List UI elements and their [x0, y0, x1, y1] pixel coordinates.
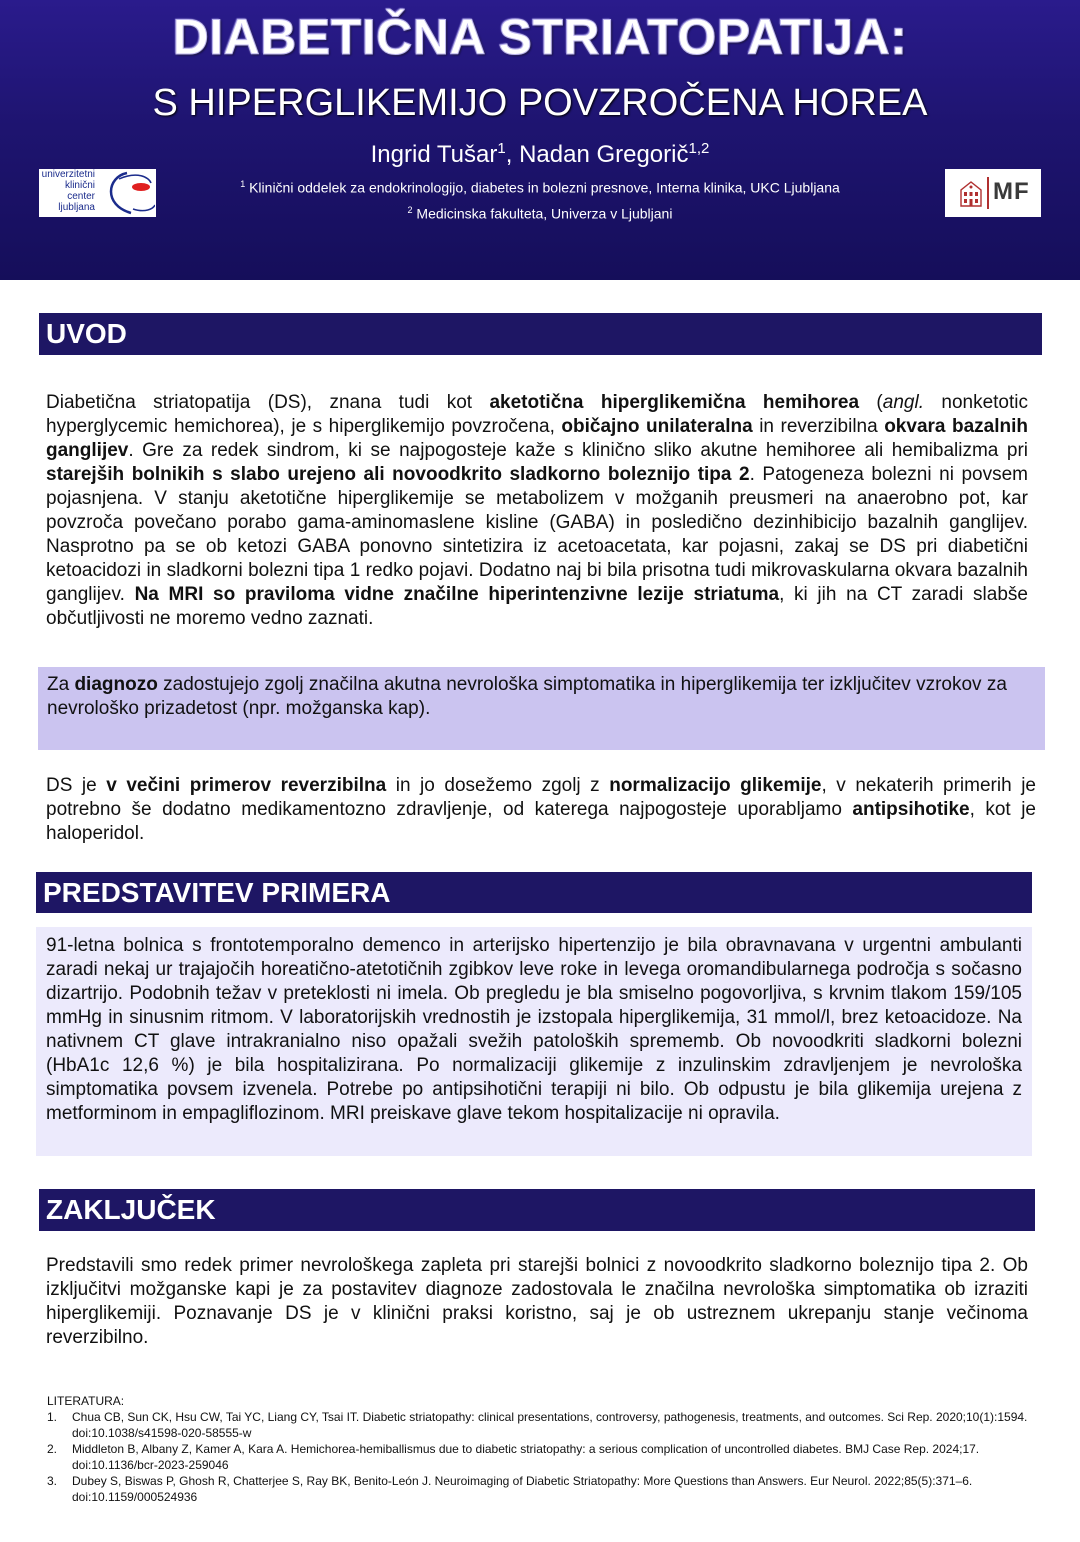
- text-run: in reverzibilna: [752, 416, 885, 437]
- text-run: Za: [47, 674, 75, 695]
- author-1-affil: 1: [497, 140, 506, 157]
- affiliation-1: [0, 179, 1080, 196]
- text-run: Diabetična striatopatija (DS), znana tudi kot: [46, 392, 490, 413]
- bold-run: običajno unilateralna: [561, 416, 753, 437]
- reference-item: [47, 1441, 1037, 1473]
- bold-run: antipsihotike: [852, 799, 970, 820]
- italic-run: angl.: [882, 392, 924, 413]
- bold-run: Na MRI so praviloma vidne značilne hiperintenzivne lezije striatuma: [134, 584, 780, 605]
- poster-title: DIABETIČNA STRIATOPATIJA:: [172, 9, 908, 65]
- reference-text: Dubey S, Biswas P, Ghosh R, Chatterjee S, Ray BK, Benito-León J. Neuroimaging of Diabetic Striatopathy: More Questions than Answers. Eur Neurol. 2022;85(5):371–6. doi:10.1159/000524936: [72, 1474, 973, 1504]
- references: [47, 1393, 1037, 1505]
- author-1: Ingrid Tušar: [370, 141, 498, 168]
- author-2: Nadan Gregorič: [519, 141, 689, 168]
- conclusion-paragraph: Predstavili smo redek primer nevrološkega zapleta pri starejši bolnici z novoodkrito sladkorno boleznijo tipa 2. Ob izključitvi možganske kapi je za postavitev diagnoze zadostovala le značilna nevrološka simptomatika ob izraziti hiperglikemiji. Poznavanje DS je v klinični praksi koristno, saj je ob ustreznem ukrepanju stanje večinoma reverzibilno.: [46, 1255, 1028, 1348]
- reference-item: [47, 1409, 1037, 1441]
- reference-number: 1.: [47, 1410, 58, 1424]
- diagnosis-paragraph: [47, 673, 1039, 721]
- bold-run: diagnozo: [74, 674, 158, 695]
- reference-number: 3.: [47, 1474, 58, 1488]
- affiliation-1-num: 1: [240, 179, 246, 189]
- intro-paragraph: [46, 391, 1028, 631]
- text-run: nonketotic hyperglycemic hemichorea), je s hiperglikemijo povzročena,: [46, 392, 1028, 437]
- affiliation-2-num: 2: [407, 205, 413, 215]
- ukc-logo-line: center: [67, 191, 95, 202]
- reference-text: Middleton B, Albany Z, Kamer A, Kara A. Hemichorea-hemiballismus due to diabetic striatopathy: a serious complication of uncontrolled diabetes. BMJ Case Rep. 2024;17. doi:10.1136/bcr-2023-259046: [72, 1442, 980, 1472]
- poster-header: [0, 0, 1080, 280]
- ukc-logo-line: ljubljana: [58, 202, 95, 213]
- references-list: [47, 1409, 1037, 1505]
- text-run: zadostujejo zgolj značilna akutna nevrološka simptomatika in hiperglikemija ter izključitev vzrokov za nevrološko prizadetost (npr. možganska kap).: [47, 674, 1007, 719]
- section-heading-case: PREDSTAVITEV PRIMERA: [36, 872, 1032, 913]
- text-run: , ki jih na CT zaradi slabše občutljivosti ne moremo vedno zaznati.: [46, 584, 1028, 629]
- bold-run: okvara bazalnih ganglijev: [46, 416, 1029, 461]
- text-run: , v nekaterih primerih je potrebno še dodatno medikamentozno zdravljenje, od katerega najpogosteje uporabljamo: [46, 775, 1036, 820]
- ukc-logo: [39, 169, 156, 217]
- reference-text: Chua CB, Sun CK, Hsu CW, Tai YC, Liang CY, Tsai IT. Diabetic striatopathy: clinical presentations, controversy, pathogenesis, treatments, and outcomes. Sci Rep. 2020;10(1):1594. doi:10.1038/s41598-020-58555-w: [72, 1410, 1028, 1440]
- faculty-building-icon: [959, 178, 983, 208]
- text-run: . Gre za redek sindrom, ki se najpogosteje kaže s klinično sliko akutne hemihoree ali hemibalizma pri: [128, 440, 1028, 461]
- author-2-affil: 1,2: [688, 140, 710, 157]
- ukc-logo-text: [39, 169, 95, 213]
- ukc-logo-mark-icon: [97, 169, 155, 217]
- treatment-paragraph: [46, 774, 1036, 846]
- bold-run: starejših bolnikih s slabo urejeno ali novoodkrito sladkorno boleznijo tipa 2: [46, 464, 750, 485]
- mf-logo-text: MF: [993, 178, 1030, 205]
- bold-run: aketotična hiperglikemična hemihorea: [489, 392, 860, 413]
- ukc-logo-line: klinični: [64, 180, 95, 191]
- text-run: (: [859, 392, 883, 413]
- references-heading: LITERATURA:: [47, 1394, 125, 1408]
- text-run: DS je: [46, 775, 107, 796]
- text-run: . Patogeneza bolezni ni povsem pojasnjena. V stanju aketotične hiperglikemije se metabolizem v možganih preusmeri na anaerobno pot, kar povzroča povečano porabo gama-aminomaslene kisline (GABA) in posledično dezinhibicijo bazalnih ganglijev. Nasprotno pa se ob ketozi GABA ponovno sintetizira iz acetoacetata, kar pojasni, zakaj se DS pri diabetični ketoacidozi in sladkorni bolezni tipa 1 redko pojavi. Dodatno naj bi bila prisotna tudi mikrovaskularna okvara bazalnih ganglijev.: [46, 464, 1028, 605]
- mf-logo-divider: [987, 177, 989, 209]
- section-heading-uvod: UVOD: [39, 313, 1042, 355]
- affiliation-1-text: Klinični oddelek za endokrinologijo, diabetes in bolezni presnove, Interna klinika, UKC Ljubljana: [245, 179, 840, 196]
- bold-run: v večini primerov reverzibilna: [106, 775, 387, 796]
- text-run: , kot je haloperidol.: [46, 799, 1036, 844]
- mf-logo: [945, 169, 1041, 217]
- bold-run: normalizacijo glikemije: [609, 775, 822, 796]
- author-separator: ,: [505, 141, 520, 168]
- case-paragraph: 91-letna bolnica s frontotemporalno demenco in arterijsko hipertenzijo je bila obravnavana v urgentni ambulanti zaradi nekaj ur trajajočih horeatično-atetotičnih zgibkov leve roke in levega oromandibularnega področja s sočasno dizartrijo. Podobnih težav v preteklosti ni imela. Ob pregledu je bla smiselno pogovorljiva, s krvnim tlakom 159/105 mmHg in sinusnim ritmom. V laboratorijskih vrednostih je izstopala hiperglikemija, 31 mmol/l, brez ketoacidoze. Na nativnem CT glave intrakranialno niso opažali svežih patoloških sprememb. Ob novoodkriti sladkorni bolezni (HbA1c 12,6 %) je bila hospitalizirana. Po normalizaciji glikemije z inzulinskim zdravljenjem je nevrološka simptomatika povsem izvenela. Potrebe po antipsihotični terapiji ni bilo. Ob odpustu je bila glikemija urejena z metforminom in empagliflozinom. MRI preiskave glave tekom hospitalizacije ni opravila.: [46, 935, 1022, 1124]
- reference-number: 2.: [47, 1442, 58, 1456]
- reference-item: [47, 1473, 1037, 1505]
- section-heading-conclusion: ZAKLJUČEK: [39, 1189, 1035, 1231]
- text-run: in jo dosežemo zgolj z: [386, 775, 610, 796]
- authors: [0, 140, 1080, 169]
- poster-subtitle: S HIPERGLIKEMIJO POVZROČENA HOREA: [152, 82, 928, 124]
- affiliation-2-text: Medicinska fakulteta, Univerza v Ljubljani: [412, 205, 673, 222]
- affiliation-2: [0, 205, 1080, 222]
- ukc-logo-line: univerzitetni: [41, 169, 95, 180]
